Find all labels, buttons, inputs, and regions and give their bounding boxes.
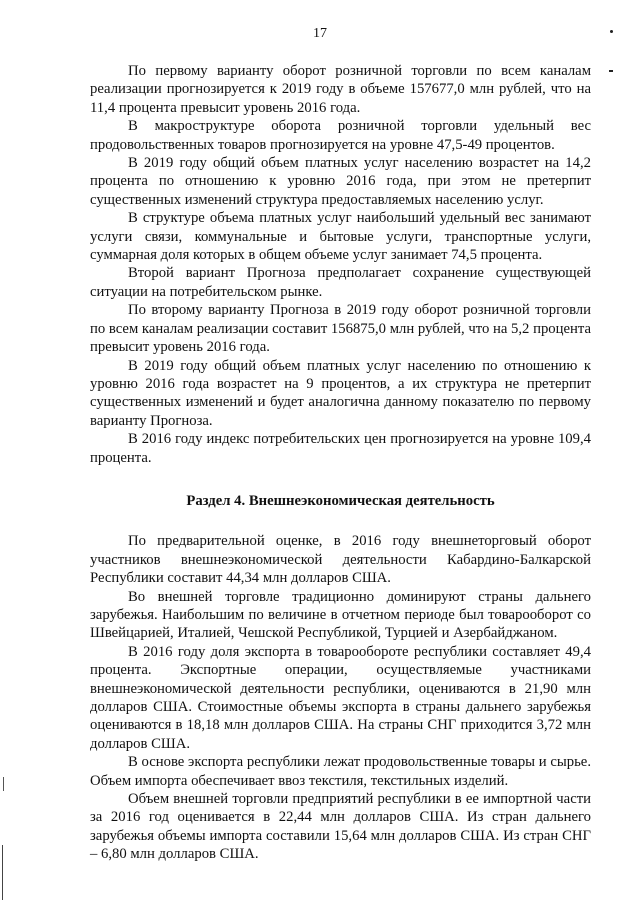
scan-speck [609,70,613,72]
paragraph-export-basis: В основе экспорта республики лежат продовольственные товары и сырье. Объем импорта обеспечивает ввоз текстиля, текстильных изделий. [90,754,591,789]
paragraph-foreign-trade-turnover: По предварительной оценке, в 2016 году внешнеторговый оборот участников внешнеэкономической деятельности Кабардино-Балкарской Республики составит 44,34 млн долларов США. [90,533,591,587]
paragraph-paid-services-variant2: В 2019 году общий объем платных услуг населению по отношению к уровню 2016 года возрастет на 9 процентов, а их структура не претерпит существенных изменений и будет аналогична данному показателю по первому варианту Прогноза. [90,357,591,429]
paragraph-food-share: В макроструктуре оборота розничной торговли удельный вес продовольственных товаров прогнозируется на уровне 47,5-49 процентов. [90,118,591,153]
document-body [90,62,591,864]
scan-speck [610,30,613,33]
paragraph-import-volume: Объем внешней торговли предприятий республики в ее импортной части за 2016 год оценивается в 22,44 млн долларов США. Из стран дальнего зарубежья объемы импорта составили 15,64 млн долларов США. Из стран СНГ – 6,80 млн долларов США. [90,791,591,863]
scan-edge-mark [2,845,3,900]
paragraph-export-share: В 2016 году доля экспорта в товарообороте республики составляет 49,4 процента. Экспортные операции, осуществляемые участниками внешнеэкономической деятельности республики, оцениваются в 21,90 млн долларов США. Стоимостные объемы экспорта в страны дальнего зарубежья оцениваются в 18,18 млн долларов США. На страны СНГ приходится 3,72 млн долларов США. [90,643,591,752]
paragraph-retail-turnover-variant1: По первому варианту оборот розничной торговли по всем каналам реализации прогнозируется к 2019 году в объеме 157677,0 млн рублей, что на 11,4 процента превысит уровень 2016 года. [90,63,591,116]
scan-edge-mark [3,777,4,791]
paragraph-retail-turnover-variant2: По второму варианту Прогноза в 2019 году оборот розничной торговли по всем каналам реализации составит 156875,0 млн рублей, что на 5,2 процента превысит уровень 2016 года. [90,302,591,356]
paragraph-far-abroad-partners: Во внешней торговле традиционно доминируют страны дальнего зарубежья. Наибольшим по величине в отчетном периоде был товарооборот со Швейцарией, Италией, Чешской Республикой, Турцией и Азербайджаном. [90,588,591,642]
paragraph-paid-services-growth: В 2019 году общий объем платных услуг населению возрастет на 14,2 процента по отношению к уровню 2016 года, при этом не претерпит существенных изменений структура предоставляемых населению услуг. [90,155,591,208]
paragraph-cpi-forecast: В 2016 году индекс потребительских цен прогнозируется на уровне 109,4 процента. [90,431,591,466]
section-heading: Раздел 4. Внешнеэкономическая деятельность [186,492,495,509]
paragraph-services-structure: В структуре объема платных услуг наибольший удельный вес занимают услуги связи, коммунальные и бытовые услуги, транспортные услуги, суммарная доля которых в общем объеме услуг занимает 74,5 процента. [90,210,591,264]
paragraph-variant2-intro: Второй вариант Прогноза предполагает сохранение существующей ситуации на потребительском рынке. [90,265,591,300]
page-number: 17 [313,26,327,41]
